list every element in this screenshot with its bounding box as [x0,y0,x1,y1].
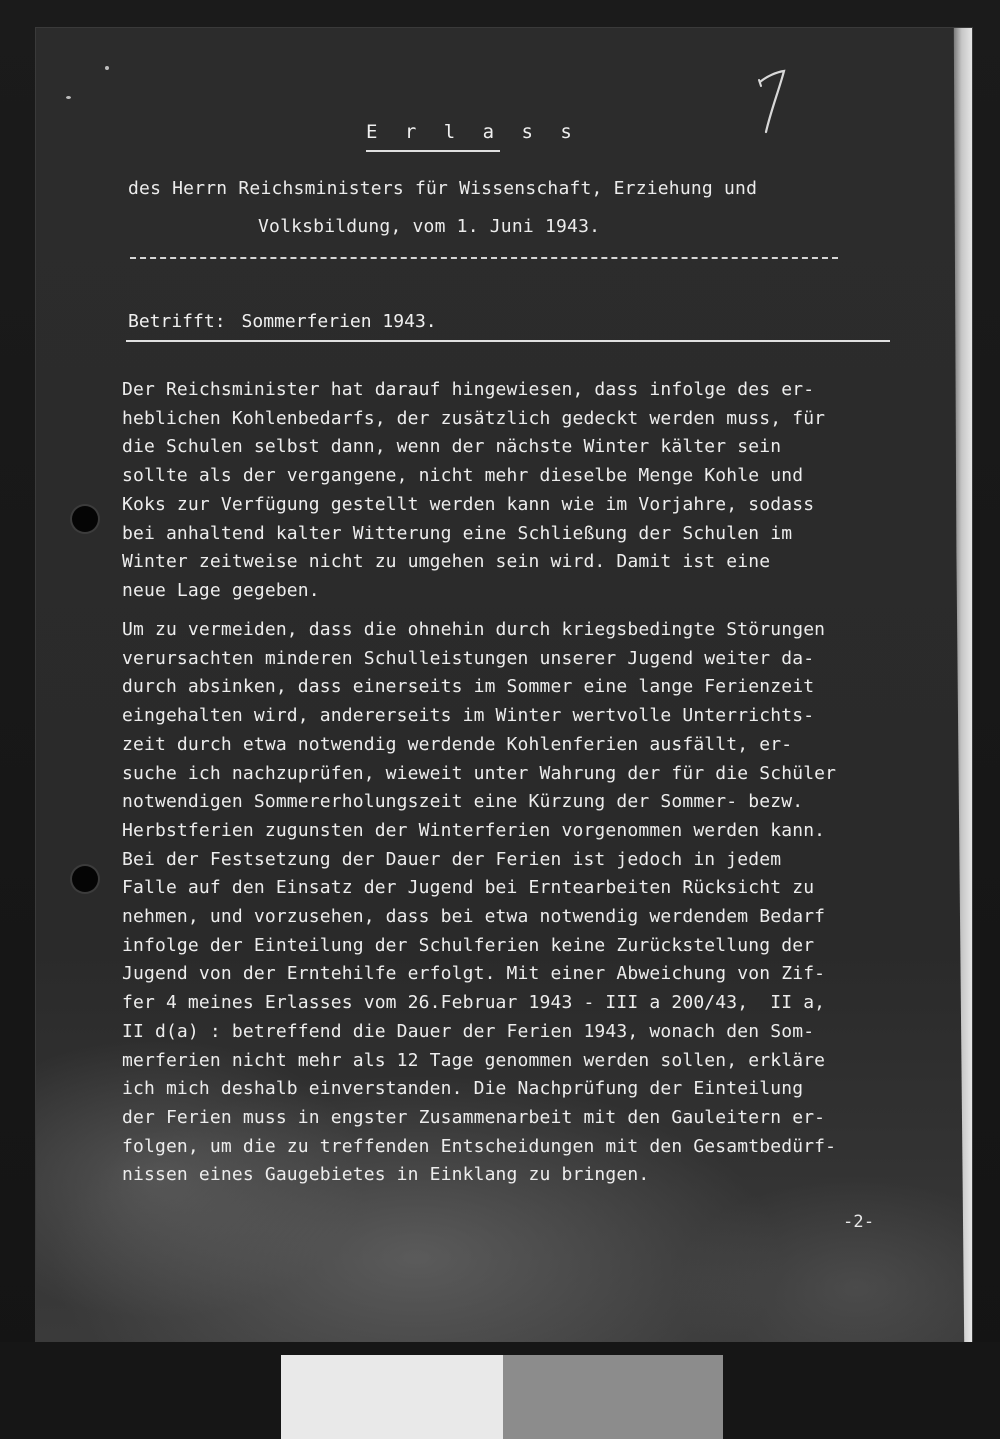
page-edge-highlight [946,28,972,1342]
text-line: Bei der Festsetzung der Dauer der Ferien ist jedoch in jedem [122,848,782,870]
punch-hole-lower [72,866,98,892]
document-title: E r l a s s [366,121,580,143]
text-line: verursachten minderen Schulleistungen unserer Jugend weiter da- [122,647,815,669]
subtitle-line-1: des Herrn Reichsministers für Wissenschaft, Erziehung und [128,178,758,199]
text-line: Jugend von der Erntehilfe erfolgt. Mit einer Abweichung von Zif- [122,963,826,985]
text-line: zeit durch etwa notwendig werdende Kohlenferien ausfällt, er- [122,733,793,755]
title-underline [366,150,500,152]
text-line: notwendigen Sommererholungszeit eine Kürzung der Sommer- bezw. [122,791,804,813]
text-line: folgen, um die zu treffenden Entscheidungen mit den Gesamtbedürf- [122,1135,837,1157]
subject-underline [126,340,890,342]
text-line: bei anhaltend kalter Witterung eine Schließung der Schulen im [122,522,793,544]
subject-label: Betrifft: [128,311,226,332]
text-line: sollte als der vergangene, nicht mehr dieselbe Menge Kohle und [122,465,804,487]
punch-hole-upper [72,506,98,532]
text-line: Koks zur Verfügung gestellt werden kann wie im Vorjahre, sodass [122,493,815,515]
text-line: Um zu vermeiden, dass die ohnehin durch kriegsbedingte Störungen [122,619,826,640]
subject-value: Sommerferien 1943. [241,311,437,332]
text-line: neue Lage gegeben. [122,579,320,601]
text-line: Der Reichsminister hat darauf hingewiesen, dass infolge des er- [122,379,815,400]
text-line: ich mich deshalb einverstanden. Die Nachprüfung der Einteilung [122,1078,804,1100]
text-line: II d(a) : betreffend die Dauer der Ferien 1943, wonach den Som- [122,1020,815,1042]
dashed-separator [130,257,838,259]
text-line: Winter zeitweise nicht zu umgehen sein wird. Damit ist eine [122,551,771,573]
text-line: fer 4 meines Erlasses vom 26.Februar 1943 - III a 200/43, II a, [122,992,826,1014]
speck [105,66,109,70]
text-line: nissen eines Gaugebietes in Einklang zu bringen. [122,1164,650,1186]
paragraph-1 [122,376,912,606]
text-line: durch absinken, dass einerseits im Sommer eine lange Ferienzeit [122,676,815,698]
text-line: die Schulen selbst dann, wenn der nächste Winter kälter sein [122,436,782,458]
text-line: eingehalten wird, andererseits im Winter wertvolle Unterrichts- [122,705,815,727]
speck [66,96,71,99]
text-line: der Ferien muss in engster Zusammenarbeit mit den Gauleitern er- [122,1106,826,1128]
handwritten-annotation [757,68,787,134]
text-line: nehmen, und vorzusehen, dass bei etwa notwendig werdendem Bedarf [122,906,826,928]
subtitle-line-2: Volksbildung, vom 1. Juni 1943. [258,216,601,237]
page-number: -2- [843,1212,875,1232]
text-line: suche ich nachzuprüfen, wieweit unter Wahrung der für die Schüler [122,762,837,784]
subject-line [128,311,437,332]
calibration-swatch-gray [503,1355,723,1439]
paragraph-2 [122,616,912,1190]
text-line: Herbstferien zugunsten der Winterferien vorgenommen werden kann. [122,819,826,841]
text-line: heblichen Kohlenbedarfs, der zusätzlich gedeckt werden muss, für [122,407,826,429]
calibration-swatch-white [281,1355,503,1439]
text-line: infolge der Einteilung der Schulferien keine Zurückstellung der [122,934,815,956]
text-line: merferien nicht mehr als 12 Tage genommen werden sollen, erkläre [122,1049,826,1071]
text-line: Falle auf den Einsatz der Jugend bei Erntearbeiten Rücksicht zu [122,877,815,899]
